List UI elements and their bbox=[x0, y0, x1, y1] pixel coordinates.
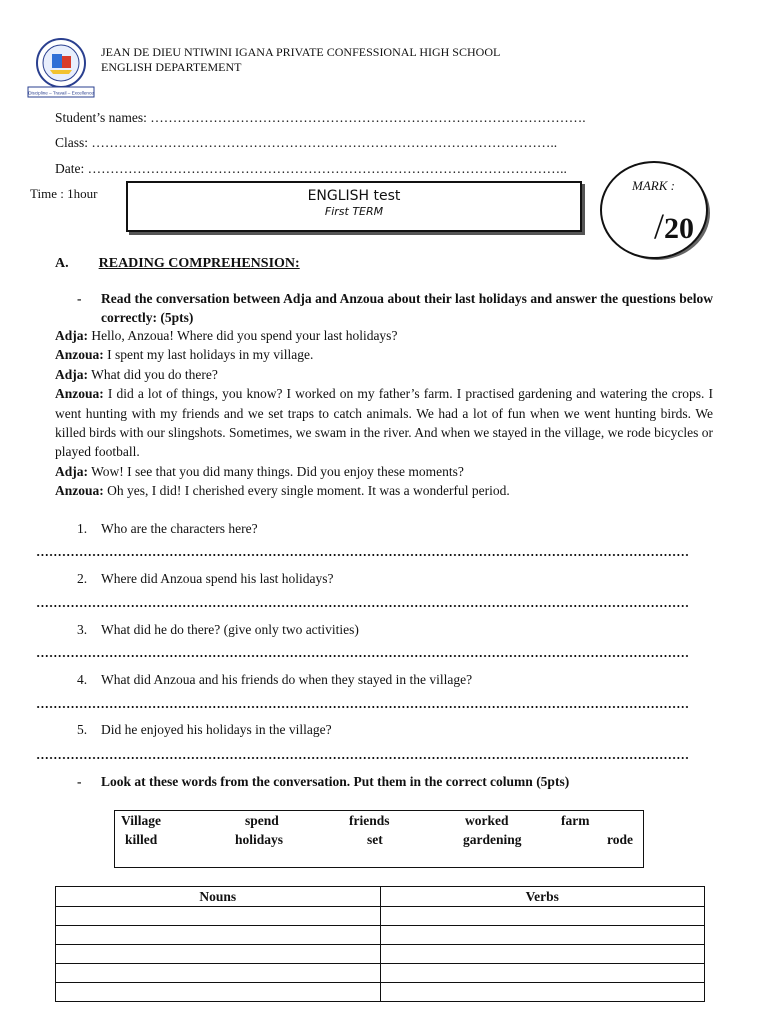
class-field[interactable]: Class: ………………………………………………………………………………………….. bbox=[55, 135, 558, 150]
instruction-dash: - bbox=[77, 291, 82, 306]
word: farm bbox=[561, 813, 590, 828]
verb-cell[interactable] bbox=[380, 926, 705, 945]
speaker: Adja: bbox=[55, 463, 88, 479]
mark-slash: / bbox=[654, 206, 665, 246]
test-term: First TERM bbox=[324, 205, 384, 218]
noun-cell[interactable] bbox=[56, 945, 381, 964]
instruction-dash: - bbox=[77, 774, 82, 789]
question-text: What did he do there? (give only two activities) bbox=[101, 622, 359, 637]
word: Village bbox=[121, 813, 161, 828]
question-text: What did Anzoua and his friends do when they stayed in the village? bbox=[101, 672, 473, 687]
table-row bbox=[56, 907, 705, 926]
conversation-line bbox=[55, 462, 713, 481]
word: rode bbox=[607, 832, 633, 847]
school-name: JEAN DE DIEU NTIWINI IGANA PRIVATE CONFESSIONAL HIGH SCHOOL bbox=[101, 45, 501, 59]
verb-cell[interactable] bbox=[380, 945, 705, 964]
department-name: ENGLISH DEPARTEMENT bbox=[101, 59, 242, 74]
question-text: Where did Anzoua spend his last holidays? bbox=[101, 571, 334, 586]
question-text: Did he enjoyed his holidays in the village? bbox=[101, 722, 332, 737]
question-number: 5. bbox=[77, 722, 88, 737]
answer-line-1[interactable] bbox=[36, 553, 688, 557]
conversation bbox=[55, 326, 713, 501]
line-text: What did you do there? bbox=[88, 366, 218, 382]
line-text: Hello, Anzoua! Where did you spend your last holidays? bbox=[88, 328, 398, 343]
word: holidays bbox=[235, 832, 284, 847]
question-number: 3. bbox=[77, 622, 88, 637]
line-text: Wow! I see that you did many things. Did you enjoy these moments? bbox=[88, 463, 464, 479]
noun-cell[interactable] bbox=[56, 926, 381, 945]
conversation-line bbox=[55, 384, 713, 462]
instruction-vocabulary bbox=[77, 772, 713, 791]
mark-score bbox=[654, 205, 694, 247]
logo-motto: Discipline – Travail – Excellence bbox=[28, 90, 94, 96]
student-names-field[interactable]: Student’s names: ……………………………………………………………………………………. bbox=[55, 110, 586, 125]
verb-cell[interactable] bbox=[380, 983, 705, 1002]
noun-cell[interactable] bbox=[56, 983, 381, 1002]
instruction-text: Look at these words from the conversation. Put them in the correct column (5pts) bbox=[101, 774, 570, 789]
date-field[interactable]: Date: …………………………………………………………………………………………….. bbox=[55, 161, 567, 176]
time-label: Time : 1hour bbox=[30, 186, 98, 201]
word: spend bbox=[245, 813, 279, 828]
answer-line-2[interactable] bbox=[36, 604, 688, 608]
section-letter: A. bbox=[55, 256, 69, 271]
conversation-line bbox=[55, 345, 713, 364]
question-text: Who are the characters here? bbox=[101, 521, 258, 536]
question-number: 2. bbox=[77, 571, 88, 586]
school-logo bbox=[26, 36, 96, 98]
table-row bbox=[56, 926, 705, 945]
nouns-verbs-table bbox=[55, 886, 705, 1002]
school-header bbox=[101, 45, 500, 74]
word: set bbox=[367, 832, 383, 847]
speaker: Adja: bbox=[55, 328, 88, 343]
line-text: Oh yes, I did! I cherished every single moment. It was a wonderful period. bbox=[103, 483, 510, 499]
line-text: I did a lot of things, you know? I worked on my father’s farm. I practised gardening and watering the crops. I went hunting with my friends and we set traps to catch animals. We had a lot of fun when we went hunting birds. We killed birds with our slingshots. Sometimes, we swam in the river. And when we stayed in the village, we rode bicycles or played football. bbox=[55, 386, 714, 460]
table-row bbox=[56, 983, 705, 1002]
answer-line-3[interactable] bbox=[36, 654, 688, 658]
table-header-row bbox=[56, 887, 705, 907]
word: gardening bbox=[463, 832, 522, 847]
section-title: READING COMPREHENSION: bbox=[98, 256, 300, 271]
word-box bbox=[114, 810, 644, 868]
nouns-header: Nouns bbox=[56, 887, 381, 907]
noun-cell[interactable] bbox=[56, 964, 381, 983]
verb-cell[interactable] bbox=[380, 964, 705, 983]
speaker: Adja: bbox=[55, 366, 88, 382]
table-row bbox=[56, 945, 705, 964]
verbs-header: Verbs bbox=[380, 887, 705, 907]
section-a-heading bbox=[55, 256, 300, 272]
question-5 bbox=[77, 722, 332, 738]
answer-line-5[interactable] bbox=[36, 756, 688, 760]
title-box bbox=[126, 181, 582, 232]
question-number: 1. bbox=[77, 521, 88, 536]
conversation-line bbox=[55, 365, 713, 384]
speaker: Anzoua: bbox=[55, 483, 104, 499]
answer-line-4[interactable] bbox=[36, 705, 688, 709]
instruction-reading bbox=[77, 289, 713, 327]
conversation-line bbox=[55, 326, 713, 345]
speaker: Anzoua: bbox=[55, 386, 104, 402]
speaker: Anzoua: bbox=[55, 347, 104, 363]
mark-label: MARK : bbox=[632, 178, 675, 193]
question-4 bbox=[77, 672, 472, 688]
word: worked bbox=[465, 813, 509, 828]
question-number: 4. bbox=[77, 672, 88, 687]
word: friends bbox=[349, 813, 390, 828]
question-3 bbox=[77, 622, 359, 638]
noun-cell[interactable] bbox=[56, 907, 381, 926]
question-1 bbox=[77, 521, 258, 537]
word: killed bbox=[125, 832, 158, 847]
test-title: ENGLISH test bbox=[307, 188, 401, 204]
mark-total: 20 bbox=[664, 212, 695, 245]
line-text: I spent my last holidays in my village. bbox=[103, 347, 314, 363]
conversation-line bbox=[55, 481, 713, 500]
verb-cell[interactable] bbox=[380, 907, 705, 926]
table-row bbox=[56, 964, 705, 983]
instruction-text: Read the conversation between Adja and Anzoua about their last holidays and answer the questions below correctly: (5pts) bbox=[101, 291, 713, 325]
question-2 bbox=[77, 571, 333, 587]
